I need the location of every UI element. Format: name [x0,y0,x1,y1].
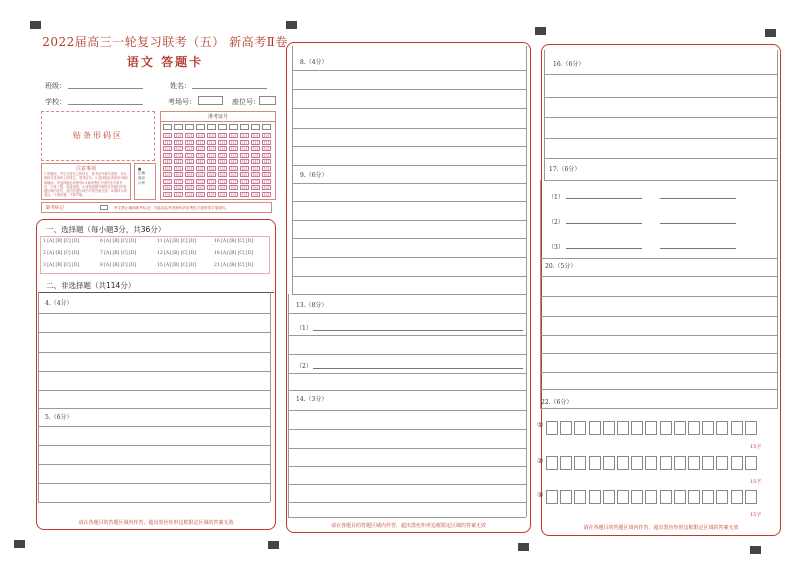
admission-digit-bubble[interactable]: [7] [240,179,249,184]
q14-label: 14.（3分） [296,396,328,403]
admission-digit-bubble[interactable]: [3] [196,153,205,158]
char-cell[interactable] [660,490,672,504]
admission-digit-bubble[interactable]: [0] [262,133,271,138]
answer-border [540,180,541,408]
choice-option-row[interactable]: 11 [A] [B] [C] [D] [157,239,197,244]
admission-digit-bubble[interactable]: [9] [229,192,238,197]
q17-label: 17.（6分） [549,166,581,173]
notice-title: 注意事项 [75,166,96,172]
admission-digit-bubble[interactable]: [7] [174,179,183,184]
answer-line[interactable] [292,201,526,202]
admission-digit-bubble[interactable]: [3] [218,153,227,158]
admission-digit-bubble[interactable]: [2] [207,146,216,151]
timing-mark [268,541,279,549]
admission-digit-bubble[interactable]: [0] [251,133,260,138]
admission-digit-bubble[interactable]: [1] [251,140,260,145]
choice-options[interactable] [43,239,269,273]
answer-line[interactable] [288,502,526,503]
fill-example: ■ 正确 填涂 示例 [138,167,145,185]
char-cell[interactable] [603,456,615,470]
panel3-footer: 请在各题目的答题区域内作答，超出黑色矩形边框限定区域的答案无效 [583,525,739,531]
exam-title: 2022届高三一轮复习联考（五） 新高考Ⅱ卷 [42,35,288,49]
admission-digit-bubble[interactable]: [2] [240,146,249,151]
char-cell[interactable] [745,456,757,470]
admission-digit-bubble[interactable]: [1] [229,140,238,145]
admission-digit-bubble[interactable]: [2] [251,146,260,151]
answer-line[interactable] [540,258,778,259]
timing-mark [535,27,546,35]
admission-digit-bubble[interactable]: [6] [262,172,271,177]
char-cell[interactable] [645,490,657,504]
choice-option-row[interactable]: 12 [A] [B] [C] [D] [157,251,197,256]
admission-digit-bubble[interactable]: [4] [163,159,172,164]
admission-digit-box[interactable] [240,124,249,130]
choice-option-row[interactable]: 1 [A] [B] [C] [D] [43,239,80,244]
admission-digit-bubble[interactable]: [8] [207,185,216,190]
answer-border [292,46,293,294]
admission-digit-bubble[interactable]: [2] [218,146,227,151]
q13-label: 13.（8分） [296,302,328,309]
answer-line[interactable] [38,445,270,446]
admission-digit-bubble[interactable]: [2] [185,146,194,151]
q17-2-label: （2） [548,219,564,226]
timing-mark [286,21,297,29]
char-cell[interactable] [631,456,643,470]
answer-line[interactable] [292,108,526,109]
admission-digit-bubble[interactable]: [7] [262,179,271,184]
answer-border [544,50,545,180]
char-cell[interactable] [674,490,686,504]
char-cell[interactable] [716,456,728,470]
char-cell[interactable] [702,421,714,435]
admission-digit-grid[interactable] [163,124,275,198]
panel1-footer: 请在各题目的答题区域内作答，超出黑色矩形边框限定区域的答案无效 [78,520,234,526]
admission-digit-box[interactable] [229,124,238,130]
admission-digit-bubble[interactable]: [9] [163,192,172,197]
admission-digit-bubble[interactable]: [3] [251,153,260,158]
char-cell[interactable] [688,456,700,470]
q22-2-label: ② [537,457,544,465]
admission-digit-box[interactable] [174,124,183,130]
char-cell[interactable] [674,421,686,435]
timing-mark [765,29,776,37]
q16-label: 16.（6分） [553,61,585,68]
answer-line[interactable] [292,165,526,166]
admission-digit-box[interactable] [196,124,205,130]
answer-line[interactable] [288,429,526,430]
answer-line[interactable] [292,220,526,221]
answer-line[interactable] [544,138,778,139]
admission-digit-bubble[interactable]: [9] [207,192,216,197]
answer-line[interactable] [38,332,270,333]
char-cell[interactable] [546,456,558,470]
char-cell[interactable] [631,490,643,504]
admission-digit-bubble[interactable]: [8] [240,185,249,190]
admission-digit-bubble[interactable]: [3] [262,153,271,158]
name-field[interactable] [192,88,267,89]
admission-digit-bubble[interactable]: [4] [251,159,260,164]
admission-digit-bubble[interactable]: [5] [240,166,249,171]
admission-digit-bubble[interactable]: [4] [218,159,227,164]
answer-line[interactable] [540,296,778,297]
q20-label: 20.（5分） [545,263,577,270]
answer-line[interactable] [292,238,526,239]
q13-2-label: （2） [296,363,312,370]
q17-1-label: （1） [548,194,564,201]
admission-digit-bubble[interactable]: [0] [174,133,183,138]
admission-digit-bubble[interactable]: [9] [174,192,183,197]
answer-line[interactable] [288,484,526,485]
answer-border [270,292,271,502]
admission-digit-bubble[interactable]: [8] [218,185,227,190]
admission-digit-bubble[interactable]: [6] [185,172,194,177]
admission-digit-bubble[interactable]: [8] [174,185,183,190]
admission-digit-bubble[interactable]: [9] [262,192,271,197]
school-field[interactable] [68,104,143,105]
admission-digit-bubble[interactable]: [4] [196,159,205,164]
admission-digit-bubble[interactable]: [1] [262,140,271,145]
admission-digit-bubble[interactable]: [1] [218,140,227,145]
admission-digit-bubble[interactable]: [6] [174,172,183,177]
char-cell[interactable] [617,456,629,470]
answer-line[interactable] [544,158,778,159]
admission-digit-bubble[interactable]: [5] [262,166,271,171]
char-cell[interactable] [702,456,714,470]
exam-subtitle: 语文 答题卡 [126,55,204,69]
admission-digit-bubble[interactable]: [9] [240,192,249,197]
answer-line[interactable] [38,408,270,409]
answer-line[interactable] [540,353,778,354]
admission-digit-box[interactable] [262,124,271,130]
char-cell[interactable] [660,421,672,435]
answer-line[interactable] [292,276,526,277]
admission-digit-bubble[interactable]: [0] [218,133,227,138]
char-cell[interactable] [589,490,601,504]
admission-digit-box[interactable] [218,124,227,130]
char-cell[interactable] [688,490,700,504]
admission-digit-bubble[interactable]: [5] [218,166,227,171]
admission-digit-bubble[interactable]: [7] [251,179,260,184]
divider [38,292,274,293]
char-cell[interactable] [660,456,672,470]
choice-option-row[interactable]: 2 [A] [B] [C] [D] [43,251,80,256]
admission-digit-bubble[interactable]: [7] [229,179,238,184]
admission-digit-bubble[interactable]: [7] [163,179,172,184]
admission-digit-bubble[interactable]: [3] [163,153,172,158]
answer-line[interactable] [660,198,736,199]
admission-digit-bubble[interactable]: [1] [163,140,172,145]
choice-option-row[interactable]: 15 [A] [B] [C] [D] [157,263,197,268]
admission-digit-bubble[interactable]: [1] [174,140,183,145]
answer-line[interactable] [292,183,526,184]
name-label: 姓名： [170,82,191,90]
answer-border [777,50,778,180]
admission-digit-bubble[interactable]: [7] [185,179,194,184]
char-cell[interactable] [617,490,629,504]
answer-line[interactable] [540,276,778,277]
answer-border [38,292,39,502]
admission-digit-bubble[interactable]: [6] [218,172,227,177]
char-cell[interactable] [560,456,572,470]
answer-line[interactable] [544,180,778,181]
char-cell[interactable] [688,421,700,435]
admission-digit-bubble[interactable]: [9] [185,192,194,197]
admission-digit-bubble[interactable]: [8] [163,185,172,190]
char-cell[interactable] [574,421,586,435]
char-cell[interactable] [645,456,657,470]
admission-digit-bubble[interactable]: [5] [207,166,216,171]
admission-digit-box[interactable] [207,124,216,130]
admission-digit-bubble[interactable]: [8] [196,185,205,190]
admission-digit-bubble[interactable]: [5] [229,166,238,171]
q22-3-label: ③ [537,491,544,499]
admission-digit-box[interactable] [163,124,172,130]
answer-line[interactable] [313,368,523,369]
admission-digit-bubble[interactable]: [6] [229,172,238,177]
answer-line[interactable] [288,466,526,467]
absent-note: 考生禁止填涂缺考标记！只能由监考老师负责用黑色字迹的签字笔填写。 [114,206,229,210]
grid-divider [160,121,276,122]
answer-line[interactable] [292,128,526,129]
notice-text: 1.答题前，考生先将自己的姓名、准考证号填写清楚，并认真核对条形码上的姓名、准考证号。2.选择题必须使用2B铅笔填涂；非选择题必须使用0.5毫米黑色字迹的签字笔书写，字体工整，笔迹清楚。3.请按照题号顺序在各题目的答题区域内作答，超出答题区域书写的答案无效。4.保持卡面清洁，不要折叠、不要弄破。 [44,172,128,198]
admission-digit-bubble[interactable]: [3] [207,153,216,158]
answer-line[interactable] [540,372,778,373]
admission-digit-bubble[interactable]: [3] [240,153,249,158]
char-cell[interactable] [716,490,728,504]
q17-3-label: （3） [548,244,564,251]
timing-mark [518,543,529,551]
char-cell[interactable] [745,421,757,435]
char-cell[interactable] [731,490,743,504]
admission-digit-bubble[interactable]: [4] [240,159,249,164]
admission-digit-bubble[interactable]: [4] [174,159,183,164]
admission-digit-bubble[interactable]: [8] [229,185,238,190]
admission-digit-bubble[interactable]: [3] [229,153,238,158]
admission-digit-bubble[interactable]: [1] [207,140,216,145]
admission-digit-box[interactable] [251,124,260,130]
answer-panel-2 [286,42,531,533]
answer-line[interactable] [540,335,778,336]
char-cell[interactable] [645,421,657,435]
admission-digit-bubble[interactable]: [5] [163,166,172,171]
answer-line[interactable] [288,354,526,355]
answer-line[interactable] [288,390,526,391]
answer-line[interactable] [38,352,270,353]
answer-line[interactable] [288,410,526,411]
admission-digit-bubble[interactable]: [0] [229,133,238,138]
admission-digit-bubble[interactable]: [1] [185,140,194,145]
admission-digit-bubble[interactable]: [5] [251,166,260,171]
answer-line[interactable] [38,371,270,372]
timing-mark [14,540,25,548]
answer-line[interactable] [288,448,526,449]
char-cell[interactable] [589,456,601,470]
char-cell[interactable] [560,421,572,435]
q22-1-char-count: 15字 [750,444,762,450]
char-cell[interactable] [731,456,743,470]
admission-label: 准考证号 [207,114,228,120]
admission-digit-bubble[interactable]: [1] [240,140,249,145]
admission-digit-bubble[interactable]: [0] [163,133,172,138]
admission-digit-bubble[interactable]: [2] [229,146,238,151]
answer-line[interactable] [288,373,526,374]
admission-digit-bubble[interactable]: [7] [218,179,227,184]
answer-line[interactable] [288,517,526,518]
answer-line[interactable] [292,257,526,258]
admission-digit-bubble[interactable]: [6] [240,172,249,177]
section1-title: 一、选择题（每小题3分，共36分） [46,225,166,234]
char-cell[interactable] [716,421,728,435]
answer-line[interactable] [566,248,642,249]
char-cell[interactable] [674,456,686,470]
absent-checkbox[interactable] [100,205,108,210]
answer-line[interactable] [292,70,526,71]
exam-room-box[interactable] [198,96,223,105]
choice-option-row[interactable]: 16 [A] [B] [C] [D] [214,239,254,244]
admission-digit-bubble[interactable]: [0] [207,133,216,138]
answer-line[interactable] [540,408,778,409]
admission-digit-bubble[interactable]: [6] [207,172,216,177]
admission-digit-bubble[interactable]: [5] [174,166,183,171]
answer-line[interactable] [544,74,778,75]
admission-digit-bubble[interactable]: [8] [185,185,194,190]
exam-room-label: 考场号： [168,98,196,106]
admission-digit-bubble[interactable]: [2] [196,146,205,151]
timing-mark [750,546,761,554]
answer-line[interactable] [38,483,270,484]
char-cell[interactable] [631,421,643,435]
admission-digit-bubble[interactable]: [0] [196,133,205,138]
admission-digit-bubble[interactable]: [9] [218,192,227,197]
admission-digit-bubble[interactable]: [8] [262,185,271,190]
admission-digit-box[interactable] [185,124,194,130]
choice-option-row[interactable]: 6 [A] [B] [C] [D] [100,239,137,244]
char-cell[interactable] [702,490,714,504]
seat-label: 座位号： [232,98,260,106]
choice-option-row[interactable]: 3 [A] [B] [C] [D] [43,263,80,268]
admission-digit-bubble[interactable]: [9] [196,192,205,197]
char-cell[interactable] [603,421,615,435]
choice-option-row[interactable]: 7 [A] [B] [C] [D] [100,251,137,256]
school-label: 学校： [45,98,66,106]
admission-digit-bubble[interactable]: [8] [251,185,260,190]
q5-label: 5.（6分） [45,414,73,421]
barcode-label: 贴条形码区 [73,131,123,140]
admission-digit-bubble[interactable]: [7] [207,179,216,184]
admission-digit-bubble[interactable]: [5] [185,166,194,171]
admission-digit-bubble[interactable]: [3] [174,153,183,158]
answer-line[interactable] [540,316,778,317]
char-cell[interactable] [745,490,757,504]
admission-digit-bubble[interactable]: [2] [262,146,271,151]
answer-line[interactable] [38,502,270,503]
q13-1-label: （1） [296,325,312,332]
q8-label: 8.（4分） [300,59,328,66]
char-cell[interactable] [574,456,586,470]
admission-digit-bubble[interactable]: [0] [240,133,249,138]
admission-digit-bubble[interactable]: [0] [185,133,194,138]
char-cell[interactable] [546,490,558,504]
q22-label: 22.（6分） [541,399,573,406]
admission-digit-bubble[interactable]: [4] [262,159,271,164]
seat-box[interactable] [259,96,276,105]
char-cell[interactable] [617,421,629,435]
admission-digit-bubble[interactable]: [4] [229,159,238,164]
admission-digit-bubble[interactable]: [6] [251,172,260,177]
answer-line[interactable] [566,198,642,199]
char-cell[interactable] [589,421,601,435]
answer-line[interactable] [660,248,736,249]
q22-1-label: ① [537,421,544,429]
answer-line[interactable] [292,146,526,147]
choice-option-row[interactable]: 21 [A] [B] [C] [D] [214,263,254,268]
timing-mark [30,21,41,29]
q9-label: 9.（6分） [300,172,328,179]
answer-border [288,294,289,517]
answer-line[interactable] [544,97,778,98]
choice-option-row[interactable]: 8 [A] [B] [C] [D] [100,263,137,268]
absent-label: 缺考标记 [46,206,64,211]
admission-digit-bubble[interactable]: [6] [163,172,172,177]
answer-line[interactable] [292,294,526,295]
answer-line[interactable] [38,390,270,391]
admission-digit-bubble[interactable]: [3] [185,153,194,158]
char-cell[interactable] [546,421,558,435]
choice-option-row[interactable]: 18 [A] [B] [C] [D] [214,251,254,256]
answer-line[interactable] [288,313,526,314]
answer-line[interactable] [313,330,523,331]
admission-digit-bubble[interactable]: [1] [196,140,205,145]
answer-border [526,46,527,294]
admission-digit-bubble[interactable]: [9] [251,192,260,197]
class-label: 班级： [45,82,66,90]
admission-digit-bubble[interactable]: [6] [196,172,205,177]
admission-digit-bubble[interactable]: [7] [196,179,205,184]
admission-digit-bubble[interactable]: [2] [163,146,172,151]
answer-line[interactable] [566,223,642,224]
char-cell[interactable] [603,490,615,504]
admission-digit-bubble[interactable]: [5] [196,166,205,171]
class-field[interactable] [68,88,143,89]
char-cell[interactable] [560,490,572,504]
answer-line[interactable] [38,313,270,314]
q4-label: 4.（4分） [45,300,73,307]
answer-border [526,294,527,517]
answer-line[interactable] [544,117,778,118]
answer-line[interactable] [660,223,736,224]
admission-digit-bubble[interactable]: [2] [174,146,183,151]
char-cell[interactable] [731,421,743,435]
q22-3-char-count: 15字 [750,512,762,518]
panel2-footer: 请在各题目的答题区域内作答，超出黑色矩形边框限定区域的答案无效 [330,523,486,529]
admission-digit-bubble[interactable]: [4] [185,159,194,164]
answer-border [777,180,778,408]
admission-digit-bubble[interactable]: [4] [207,159,216,164]
answer-line[interactable] [540,389,778,390]
char-cell[interactable] [574,490,586,504]
q22-2-char-count: 15字 [750,479,762,485]
answer-line[interactable] [38,464,270,465]
answer-line[interactable] [288,335,526,336]
answer-line[interactable] [38,426,270,427]
section2-title: 二、非选择题（共114分） [46,281,136,290]
answer-line[interactable] [292,89,526,90]
